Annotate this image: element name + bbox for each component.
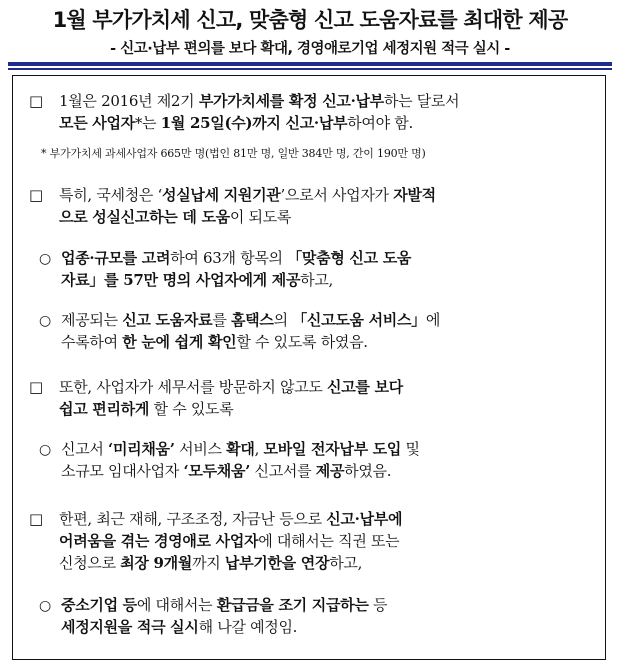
square-bullet: □ [29,92,43,110]
circle-bullet: ○ [39,442,51,458]
footnote-text: 부가가치세 과세사업자 665만 명(법인 81만 명, 일반 384만 명, 간이 190만 명) [49,147,426,160]
content-box [12,75,606,660]
circle-bullet: ○ [39,598,51,614]
page-title: 1월 부가가치세 신고, 맞춤형 신고 도움자료를 최대한 제공 [52,8,568,32]
circle-bullet: ○ [39,251,51,267]
item-hometax-service: ○ 제공되는 신고 도움자료를 홈택스의 「신고도움 서비스」에 수록하여 한 눈에 쉽게 확인할 수 있도록 하였음. [39,311,441,351]
divider-thin [8,68,612,70]
divider-top [8,62,612,66]
item-early-refund: ○ 중소기업 등에 대해서는 환급금을 조기 지급하는 등 세정지원을 적극 실시해 나갈 예정임. [39,596,388,636]
paragraph-hardship-support: □ 한편, 최근 재해, 구조조정, 자금난 등으로 신고·납부에 어려움을 겪는 경영애로 사업자에 대해서는 직권 또는 신청으로 최장 9개월까지 납부기한을 연장하고, [29,510,403,572]
paragraph-vat-deadline: □ 1월은 2016년 제2기 부가가치세를 확정 신고·납부하는 달로서 모든 사업자*는 1월 25일(수)까지 신고·납부하여야 함. [29,92,460,132]
footnote: * 부가가치세 과세사업자 665만 명(법인 81만 명, 일반 384만 명, 간이 190만 명) [41,147,426,160]
square-bullet: □ [29,378,43,396]
square-bullet: □ [29,510,43,528]
square-bullet: □ [29,186,43,204]
page-subtitle: - 신고·납부 편의를 보다 확대, 경영애로기업 세정지원 적극 실시 - [110,41,510,57]
paragraph-nts-support: □ 특히, 국세청은 ‘성실납세 지원기관’으로서 사업자가 자발적 으로 성실신고하는 데 도움이 되도록 [29,186,436,226]
circle-bullet: ○ [39,313,51,329]
paragraph-easy-filing: □ 또한, 사업자가 세무서를 방문하지 않고도 신고를 보다 쉽고 편리하게 할 수 있도록 [29,378,403,418]
item-prefill-service: ○ 신고서 ‘미리채움’ 서비스 확대, 모바일 전자납부 도입 및 소규모 임대사업자 ‘모두채움’ 신고서를 제공하였음. [39,440,420,480]
item-custom-materials: ○ 업종·규모를 고려하여 63개 항목의 「맞춤형 신고 도움 자료」를 57만 명의 사업자에게 제공하고, [39,249,412,289]
